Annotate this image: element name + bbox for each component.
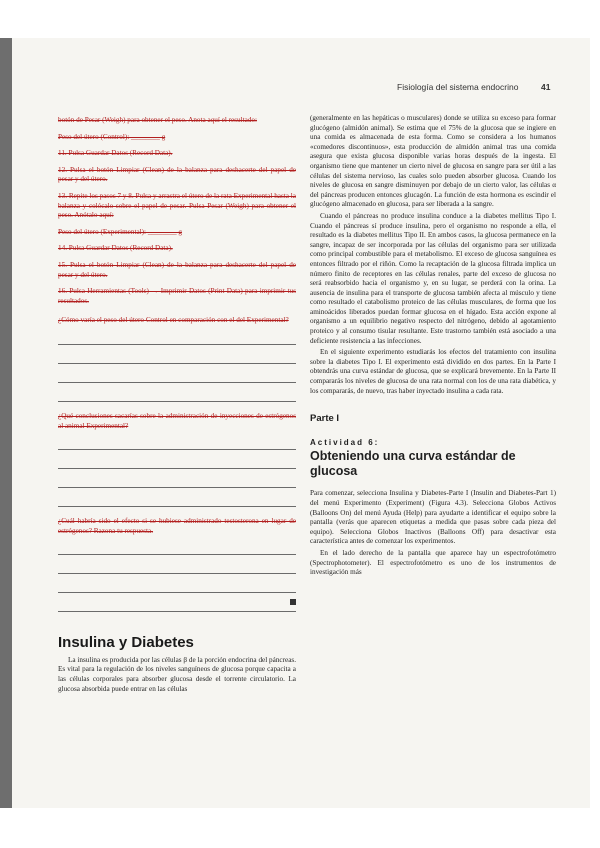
left-column bbox=[58, 116, 296, 696]
question-2: ¿Qué conclusiones sacarías sobre la administración de inyecciones de estrógenos al animal Experimental? bbox=[58, 411, 296, 430]
scan-top-margin bbox=[0, 0, 600, 38]
answer-line[interactable] bbox=[58, 364, 296, 383]
procedure-step: 16. Pulsa Herramientas (Tools) → Imprimir Datos (Print Data) para imprimir tus resultados. bbox=[58, 287, 296, 305]
activity-paragraph: En el lado derecho de la pantalla que aparece hay un espectrofotómetro (Spectrophotometer). El espectrofotómetro es uno de los instrumentos de investigación más bbox=[310, 548, 556, 577]
intro-paragraph: La insulina es producida por las células β de la porción endocrina del páncreas. Es vital para la regulación de los niveles sanguíneos de glucosa porque capacita a las células corporales para absorber glucosa desde el torrente circulatorio. La glucosa absorbida puede entrar en las células bbox=[58, 655, 296, 693]
answer-line[interactable] bbox=[58, 536, 296, 555]
answer-line[interactable] bbox=[58, 574, 296, 593]
weight-experimental-line: Peso del útero (Experimental): ________ g bbox=[58, 227, 182, 236]
part-heading: Parte I bbox=[310, 413, 340, 425]
answer-line[interactable] bbox=[58, 345, 296, 364]
procedure-step: 12. Pulsa el botón Limpiar (Clean) de la balanza para deshacerte del papel de pesar y del útero. bbox=[58, 165, 296, 184]
answer-line[interactable] bbox=[58, 326, 296, 345]
answer-line[interactable] bbox=[58, 469, 296, 488]
running-header-title: Fisiología del sistema endocrino bbox=[397, 82, 519, 92]
right-column bbox=[310, 114, 556, 580]
activity-paragraph: Para comenzar, selecciona Insulina y Diabetes-Parte I (Insulin and Diabetes-Part 1) del menú Experimento (Experiment) (Figura 4.3). Selecciona Globos Activos (Balloons On) del menú Ayuda (Help) para ayudarte a identificar el equipo sobre la pantalla (verás que aparecen etiquetas a medida que pasas sobre cada pieza del equipo). Selecciona Globos Inactivos (Balloons Off) para desactivar esta característica antes de comenzar los experimentos. bbox=[310, 489, 556, 546]
procedure-step: 15. Pulsa el botón Limpiar (Clean) de la balanza para deshacerte del papel de pesar y del útero. bbox=[58, 260, 296, 279]
question-3: ¿Cuál habría sido el efecto si se hubiese administrado testosterona en lugar de estrógenos? Razona tu respuesta. bbox=[58, 517, 296, 535]
question-1: ¿Cómo varía el peso del útero Control en comparación con el del Experimental? bbox=[58, 316, 289, 325]
procedure-step: botón de Pesar (Weigh) para obtener el peso. Anota aquí el resultado: bbox=[58, 116, 258, 124]
end-square-icon bbox=[290, 599, 296, 605]
answer-line[interactable] bbox=[58, 555, 296, 574]
answer-line[interactable] bbox=[58, 431, 296, 450]
body-paragraph: En el siguiente experimento estudiarás los efectos del tratamiento con insulina sobre la diabetes Tipo I. El experimento está dividido en dos partes. En la Parte I obtendrás una curva estándar de glucosa, que se explicará brevemente. En la Parte II compararás los niveles de glucosa de una rata normal con los de una rata diabética, y los compararás, de nuevo, tras haber inyectado insulina a cada rata. bbox=[310, 348, 556, 395]
activity-label: Actividad 6: bbox=[310, 437, 380, 447]
body-paragraph: (generalmente en las hepáticas o musculares) donde se utiliza su exceso para formar glucógeno (almidón animal). Se estima que el 75% de la glucosa que se ingiere en una comida es almacenada de esta forma. Como se considera a los humanos «comedores discontinuos», esta producción de almidón animal tras una comida asegura que exista glucosa disponible varias horas después de la ingesta. El organismo tiene que mantener un cierto nivel de glucosa en sangre para ser útil a las células del sistema nervioso, las cuales solo pueden absorber glucosa. Cuando los niveles de glucosa en sangre disminuyen por debajo de un cierto valor, las células α del páncreas producen entonces glucagón. La función de esta hormona es escindir el glucógeno almacenado en glucosa, para ser liberada a la sangre. bbox=[310, 114, 556, 209]
scan-left-edge bbox=[0, 38, 12, 808]
procedure-step: 14. Pulsa Guardar Datos (Record Data). bbox=[58, 244, 173, 253]
answer-line[interactable] bbox=[58, 593, 296, 612]
procedure-step: 13. Repite los pasos 7 y 8. Pulsa y arrastra el útero de la rata Experimental hasta la balanza y colócalo sobre el papel de pesar. Pulsa Pesar (Weigh) para obtener el peso. Anótalo aquí: bbox=[58, 191, 296, 220]
body-paragraph: Cuando el páncreas no produce insulina conduce a la diabetes mellitus Tipo I. Cuando el páncreas sí produce insulina, pero el organismo no responde a ella, el resultado es la diabetes mellitus Tipo II. En ambos casos, la glucosa permanece en la sangre, incapaz de ser incorporada por las células del organismo para ser utilizada como principal combustible para el metabolismo. El exceso de glucosa sanguínea es entonces filtrado por el riñón. Como la recaptación de la glucosa filtrada implica un número finito de receptores en las células renales, parte del exceso de glucosa no será reabsorbido hacia el organismo y, en su lugar, se perderá con la orina. La ausencia de insulina para el transporte de glucosa también afecta al músculo y tiene como resultado el catabolismo proteico de las células musculares, de forma que los aminoácidos liberados puedan formar glucosa en el hígado. Esta acción expone al organismo a un equilibrio negativo respecto del nitrógeno, debido al agotamiento proteico y al consumo tisular resultante. Este trastorno también está asociado a una deficiente resistencia a las infecciones. bbox=[310, 211, 556, 345]
activity-title: Obteniendo una curva estándar de glucosa bbox=[310, 449, 516, 479]
section-heading: Insulina y Diabetes bbox=[58, 634, 194, 652]
answer-line[interactable] bbox=[58, 450, 296, 469]
answer-line[interactable] bbox=[58, 488, 296, 507]
page-number: 41 bbox=[541, 82, 551, 92]
scan-bottom-margin bbox=[0, 808, 600, 848]
weight-control-line: Peso del útero (Control): ________ g bbox=[58, 132, 166, 141]
answer-line[interactable] bbox=[58, 383, 296, 402]
procedure-step: 11. Pulsa Guardar Datos (Record Data). bbox=[58, 149, 173, 158]
